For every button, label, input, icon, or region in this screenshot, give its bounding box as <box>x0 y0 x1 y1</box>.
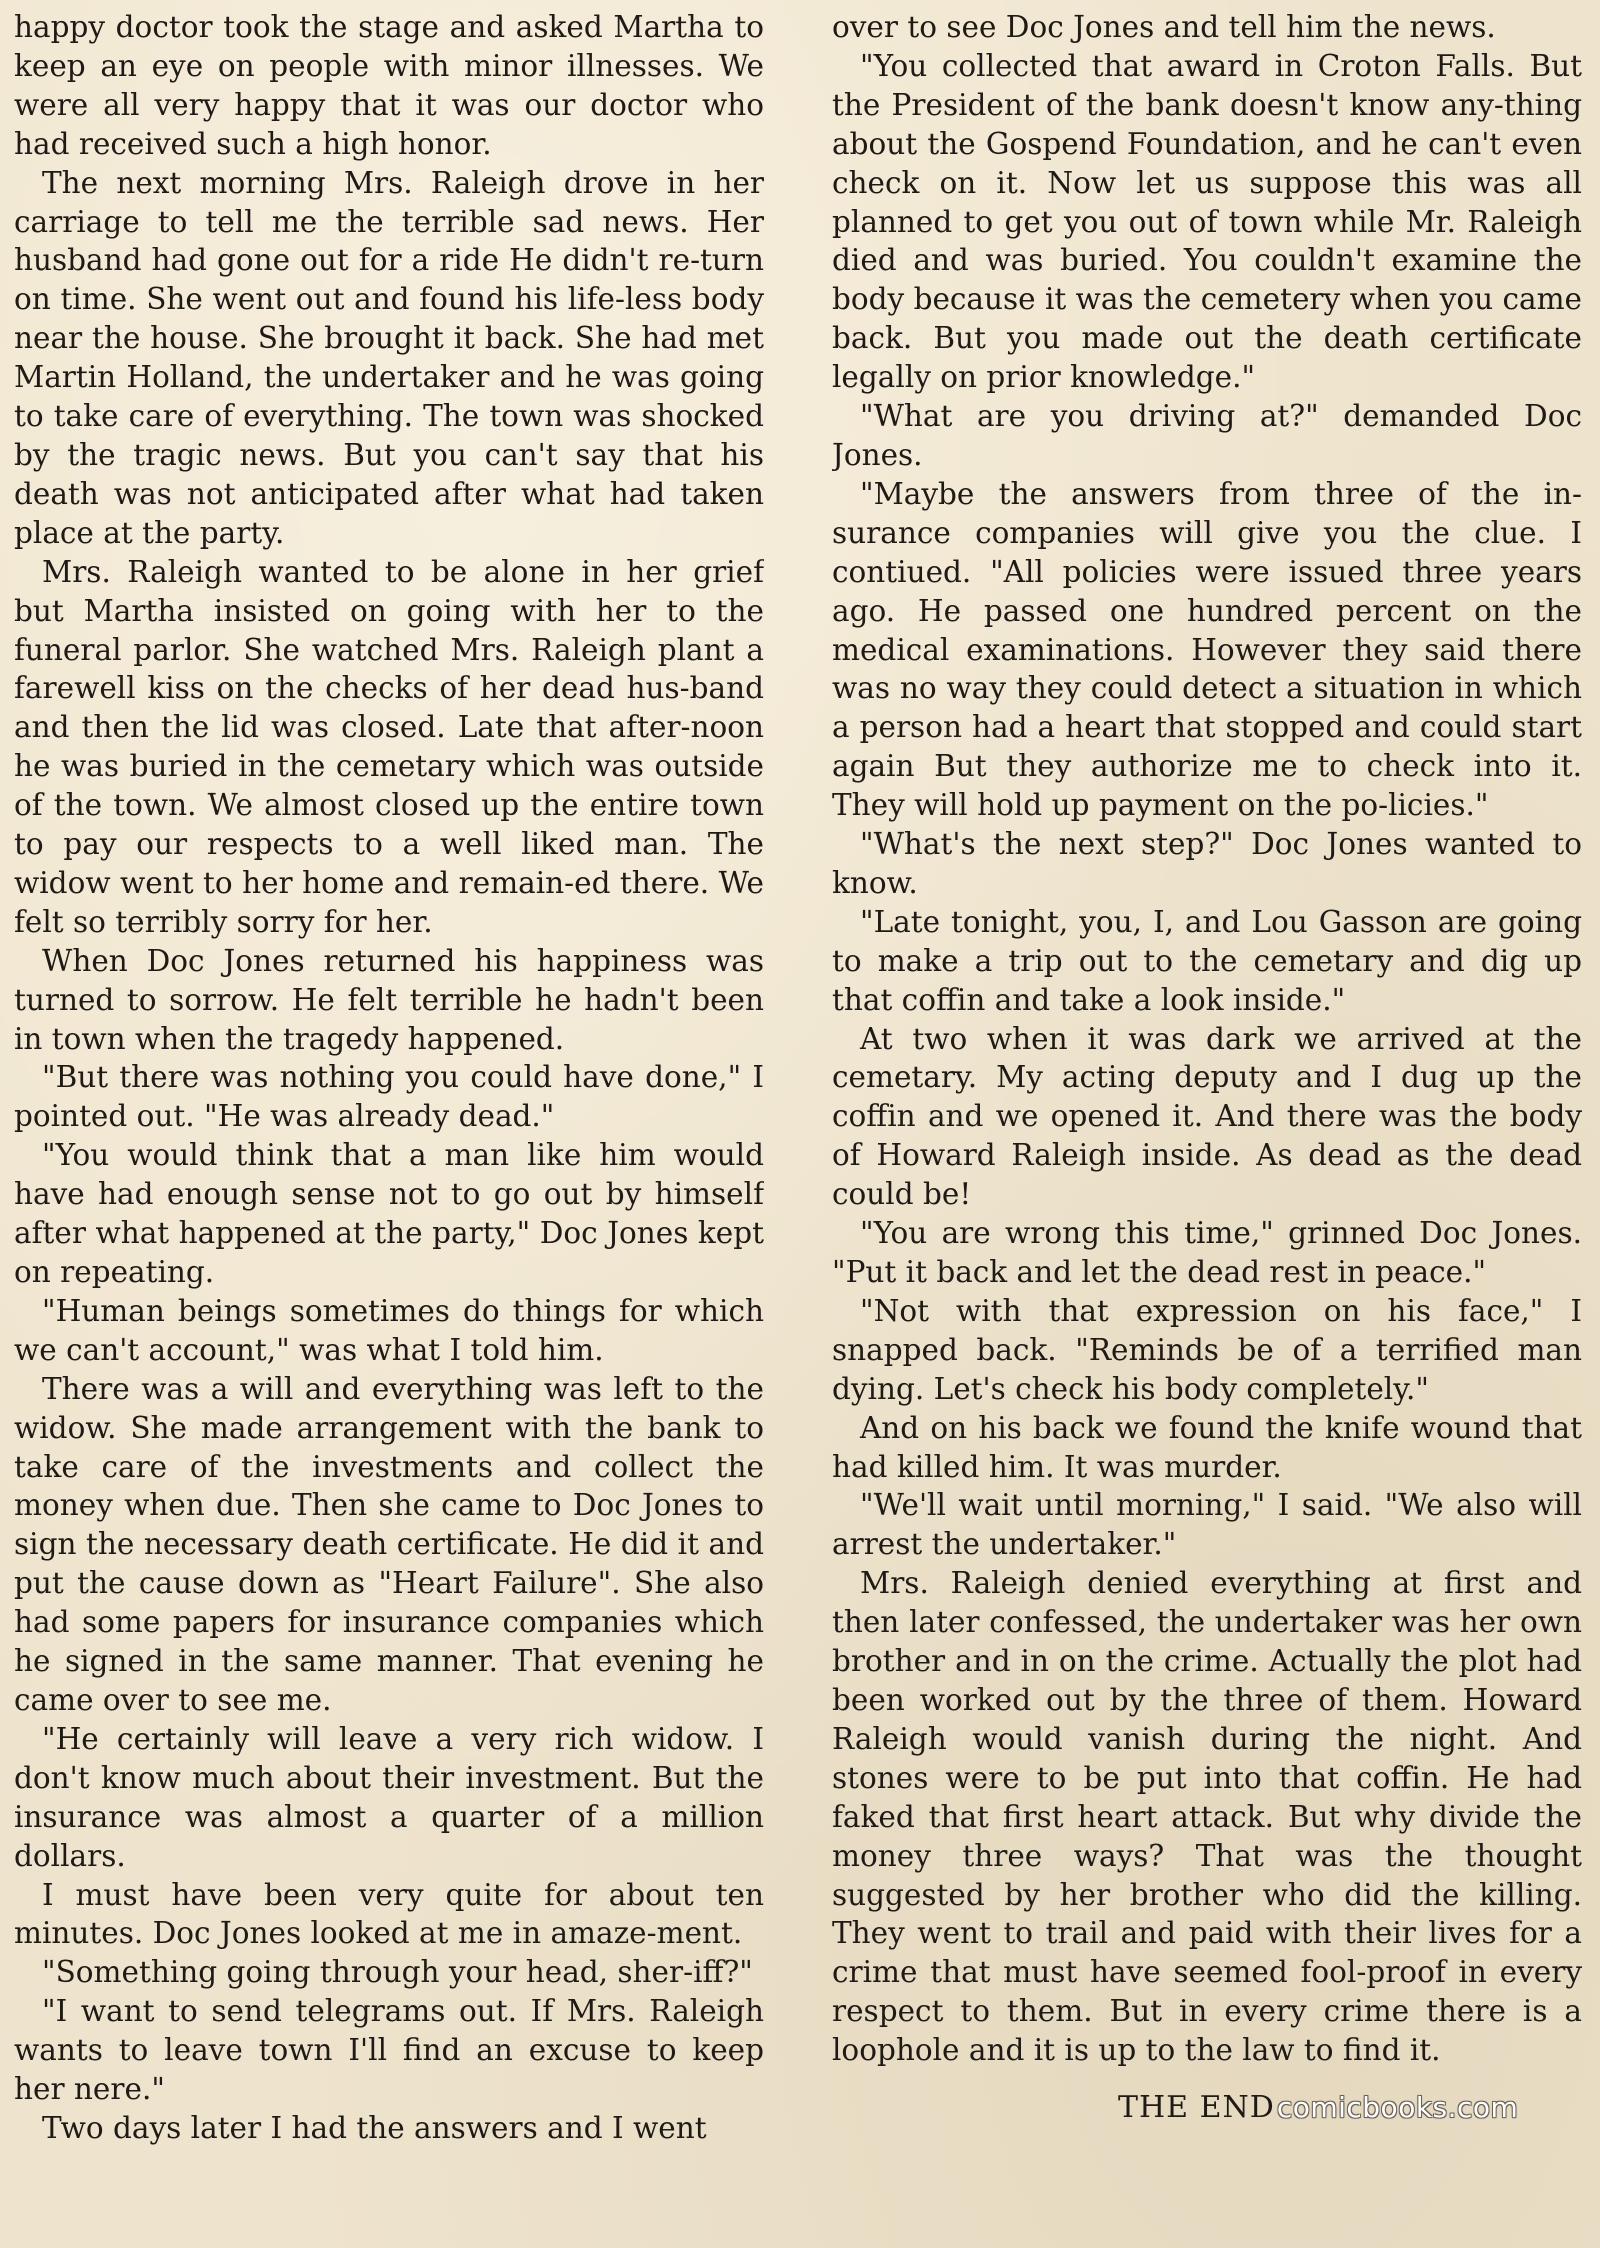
paragraph: "He certainly will leave a very rich widow. I don't know much about their investment. But the insurance was almost a quarter of a million dollars. <box>14 1721 764 1873</box>
paragraph: over to see Doc Jones and tell him the news. <box>832 10 1496 44</box>
paragraph: "What are you driving at?" demanded Doc Jones. <box>832 399 1582 472</box>
paragraph: Mrs. Raleigh wanted to be alone in her grief but Martha insisted on going with her to the funeral parlor. She watched Mrs. Raleigh plant a farewell kiss on the checks of her dead hus-band and then the lid was closed. Late that after-noon he was buried in the cemetary which was outside of the town. We almost closed up the entire town to pay our respects to a well liked man. The widow went to her home and remain-ed there. We felt so terribly sorry for her. <box>14 554 764 939</box>
paragraph: "Maybe the answers from three of the in-surance companies will give you the clue. I contiued. "All policies were issued three years ago. He passed one hundred percent on the medical examinations. However they said there was no way they could detect a situation in which a person had a heart that stopped and could start again But they authorize me to check into it. They will hold up payment on the po-licies." <box>832 476 1582 823</box>
paragraph: "You would think that a man like him would have had enough sense not to go out by himself after what happened at the party," Doc Jones kept on repeating. <box>14 1138 764 1289</box>
paragraph: happy doctor took the stage and asked Martha to keep an eye on people with minor illnesses. We were all very happy that it was our doctor who had received such a high honor. <box>14 10 764 161</box>
paragraph: "But there was nothing you could have done," I pointed out. "He was already dead." <box>14 1060 764 1134</box>
story-ending <box>832 2088 1582 2128</box>
paragraph: Two days later I had the answers and I went <box>42 2110 707 2145</box>
paragraph: "Something going through your head, sher-iff?" <box>42 1955 753 1990</box>
right-text-column <box>832 8 1582 2198</box>
paragraph: "Not with that expression on his face," I snapped back. "Reminds be of a terrified man dying. Let's check his body completely." <box>832 1293 1582 1406</box>
paragraph: I must have been very quite for about ten minutes. Doc Jones looked at me in amaze-ment. <box>14 1877 764 1951</box>
paragraph: And on his back we found the knife wound that had killed him. It was murder. <box>832 1410 1582 1484</box>
paragraph: At two when it was dark we arrived at the cemetary. My acting deputy and I dug up the coffin and we opened it. And there was the body of Howard Raleigh inside. As dead as the dead could be! <box>832 1021 1582 1212</box>
paragraph: When Doc Jones returned his happiness was turned to sorrow. He felt terrible he hadn't been in town when the tragedy happened. <box>14 943 764 1056</box>
paragraph: Mrs. Raleigh denied everything at first and then later confessed, the undertaker was her own brother and in on the crime. Actually the plot had been worked out by the three of them. Howard Raleigh would vanish during the night. And stones were to be put into that coffin. He had faked that first heart attack. But why divide the money three ways? That was the thought suggested by her brother who did the killing. They went to trail and paid with their lives for a crime that must have seemed fool-proof in every respect to them. But in every crime there is a loophole and it is up to the law to find it. <box>832 1566 1582 2068</box>
paragraph: There was a will and everything was left to the widow. She made arrangement with the bank to take care of the investments and collect the money when due. Then she came to Doc Jones to sign the necessary death certificate. He did it and put the cause down as "Heart Failure". She also had some papers for insurance companies which he signed in the same manner. That evening he came over to see me. <box>14 1371 764 1717</box>
paragraph: "We'll wait until morning," I said. "We also will arrest the undertaker." <box>832 1488 1582 1562</box>
paragraph: "What's the next step?" Doc Jones wanted to know. <box>832 827 1582 900</box>
the-end-label: THE END <box>1118 2090 1275 2126</box>
left-text-column <box>14 8 764 2198</box>
paragraph: "You are wrong this time," grinned Doc Jones. "Put it back and let the dead rest in peace." <box>832 1216 1582 1289</box>
paragraph: "You collected that award in Croton Falls. But the President of the bank doesn't know any-thing about the Gospend Foundation, and he can't even check on it. Now let us suppose this was all planned to get you out of town while Mr. Raleigh died and was buried. You couldn't examine the body because it was the cemetery when you came back. But you made out the death certificate legally on prior knowledge." <box>832 48 1582 395</box>
paragraph: The next morning Mrs. Raleigh drove in her carriage to tell me the terrible sad news. Her husband had gone out for a ride He didn't re-turn on time. She went out and found his life-less body near the house. She brought it back. She had met Martin Holland, the undertaker and he was going to take care of everything. The town was shocked by the tragic news. But you can't say that his death was not anticipated after what had taken place at the party. <box>14 165 764 550</box>
paragraph: "Human beings sometimes do things for which we can't account," was what I told him. <box>14 1293 764 1367</box>
site-watermark: comicbooks.com <box>1276 2091 1519 2125</box>
paragraph: "I want to send telegrams out. If Mrs. Raleigh wants to leave town I'll find an excuse to keep her nere." <box>14 1994 764 2107</box>
paragraph: "Late tonight, you, I, and Lou Gasson are going to make a trip out to the cemetary and dig up that coffin and take a look inside." <box>832 904 1582 1017</box>
